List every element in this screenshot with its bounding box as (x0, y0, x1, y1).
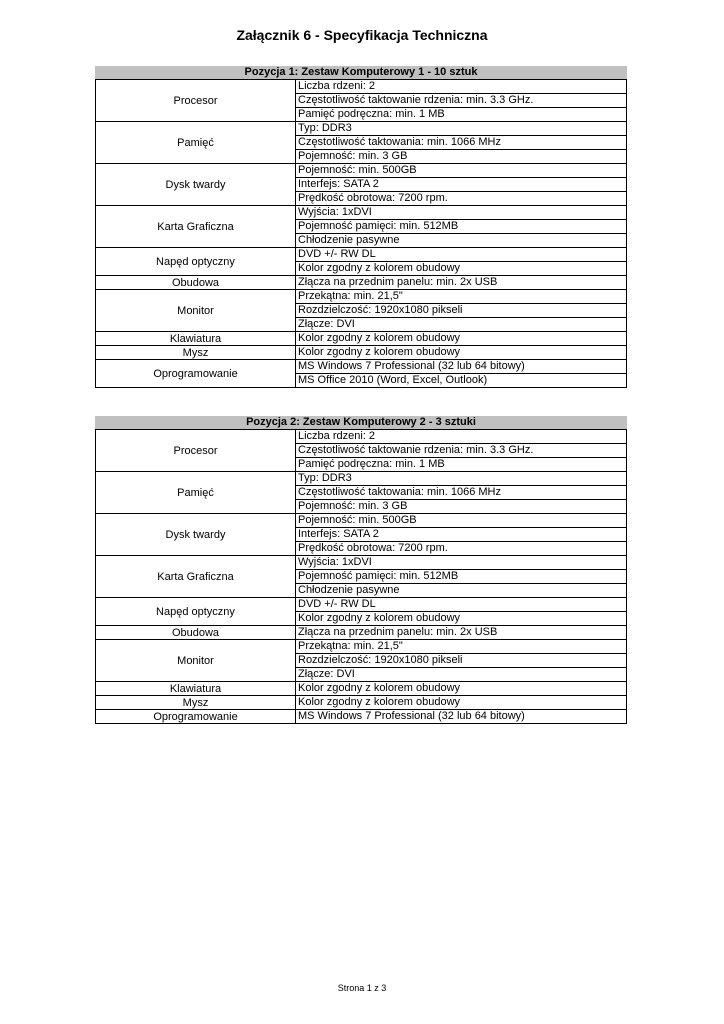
spec-value: Przekątna: min. 21,5" (296, 640, 627, 654)
spec-value: Złącza na przednim panelu: min. 2x USB (296, 276, 627, 290)
table-row (96, 626, 627, 640)
spec-value: Kolor zgodny z kolorem obudowy (296, 346, 627, 360)
table-row (96, 290, 627, 304)
table-row (96, 80, 627, 94)
spec-value: Prędkość obrotowa: 7200 rpm. (296, 192, 627, 206)
component-name: Dysk twardy (96, 514, 296, 556)
spec-value: Interfejs: SATA 2 (296, 178, 627, 192)
spec-table (95, 79, 627, 388)
spec-value: MS Windows 7 Professional (32 lub 64 bitowy) (296, 360, 627, 374)
document-title: Załącznik 6 - Specyfikacja Techniczna (236, 27, 488, 43)
component-name: Mysz (96, 346, 296, 360)
spec-value: Rozdzielczość: 1920x1080 pikseli (296, 654, 627, 668)
spec-value: Częstotliwość taktowanie rdzenia: min. 3.3 GHz. (296, 444, 627, 458)
spec-value: Złącza na przednim panelu: min. 2x USB (296, 626, 627, 640)
component-name: Pamięć (96, 122, 296, 164)
component-name: Klawiatura (96, 332, 296, 346)
spec-value: Interfejs: SATA 2 (296, 528, 627, 542)
table-row (96, 640, 627, 654)
spec-value: Kolor zgodny z kolorem obudowy (296, 682, 627, 696)
table-row (96, 598, 627, 612)
spec-table (95, 429, 627, 724)
spec-value: Pojemność pamięci: min. 512MB (296, 220, 627, 234)
component-name: Pamięć (96, 472, 296, 514)
spec-value: Liczba rdzeni: 2 (296, 80, 627, 94)
table-row (96, 206, 627, 220)
component-name: Klawiatura (96, 682, 296, 696)
spec-value: MS Office 2010 (Word, Excel, Outlook) (296, 374, 627, 388)
spec-value: Pamięć podręczna: min. 1 MB (296, 108, 627, 122)
spec-value: Złącze: DVI (296, 668, 627, 682)
spec-value: Prędkość obrotowa: 7200 rpm. (296, 542, 627, 556)
spec-value: DVD +/- RW DL (296, 598, 627, 612)
component-name: Oprogramowanie (96, 710, 296, 724)
table-row (96, 710, 627, 724)
spec-value: Kolor zgodny z kolorem obudowy (296, 612, 627, 626)
page-footer: Strona 1 z 3 (337, 983, 387, 993)
component-name: Napęd optyczny (96, 598, 296, 626)
table-row (96, 682, 627, 696)
table-row (96, 430, 627, 444)
section-header: Pozycja 2: Zestaw Komputerowy 2 - 3 sztuki (95, 416, 627, 429)
component-name: Napęd optyczny (96, 248, 296, 276)
component-name: Monitor (96, 640, 296, 682)
component-name: Procesor (96, 80, 296, 122)
spec-value: Złącze: DVI (296, 318, 627, 332)
spec-value: Przekątna: min. 21,5" (296, 290, 627, 304)
spec-value: Typ: DDR3 (296, 472, 627, 486)
table-row (96, 248, 627, 262)
spec-value: Kolor zgodny z kolorem obudowy (296, 332, 627, 346)
component-name: Obudowa (96, 276, 296, 290)
spec-value: Wyjścia: 1xDVI (296, 206, 627, 220)
component-name: Karta Graficzna (96, 556, 296, 598)
table-row (96, 276, 627, 290)
component-name: Obudowa (96, 626, 296, 640)
table-row (96, 556, 627, 570)
spec-value: Pojemność: min. 3 GB (296, 150, 627, 164)
spec-value: Kolor zgodny z kolorem obudowy (296, 696, 627, 710)
spec-value: Liczba rdzeni: 2 (296, 430, 627, 444)
component-name: Oprogramowanie (96, 360, 296, 388)
section-header: Pozycja 1: Zestaw Komputerowy 1 - 10 sztuk (95, 66, 627, 79)
spec-value: Rozdzielczość: 1920x1080 pikseli (296, 304, 627, 318)
table-row (96, 360, 627, 374)
table-row (96, 164, 627, 178)
table-row (96, 696, 627, 710)
component-name: Karta Graficzna (96, 206, 296, 248)
spec-value: Pojemność: min. 500GB (296, 514, 627, 528)
spec-value: Częstotliwość taktowania: min. 1066 MHz (296, 136, 627, 150)
spec-value: MS Windows 7 Professional (32 lub 64 bitowy) (296, 710, 627, 724)
component-name: Dysk twardy (96, 164, 296, 206)
spec-value: Chłodzenie pasywne (296, 234, 627, 248)
spec-value: Częstotliwość taktowania: min. 1066 MHz (296, 486, 627, 500)
table-row (96, 122, 627, 136)
spec-value: Pojemność: min. 3 GB (296, 500, 627, 514)
table-row (96, 346, 627, 360)
spec-value: Pojemność pamięci: min. 512MB (296, 570, 627, 584)
component-name: Mysz (96, 696, 296, 710)
table-row (96, 514, 627, 528)
spec-value: Pojemność: min. 500GB (296, 164, 627, 178)
spec-section-2 (95, 416, 627, 724)
spec-value: Typ: DDR3 (296, 122, 627, 136)
component-name: Procesor (96, 430, 296, 472)
component-name: Monitor (96, 290, 296, 332)
spec-value: Wyjścia: 1xDVI (296, 556, 627, 570)
table-row (96, 472, 627, 486)
spec-value: Pamięć podręczna: min. 1 MB (296, 458, 627, 472)
spec-value: Kolor zgodny z kolorem obudowy (296, 262, 627, 276)
spec-value: Częstotliwość taktowanie rdzenia: min. 3.3 GHz. (296, 94, 627, 108)
spec-value: DVD +/- RW DL (296, 248, 627, 262)
spec-value: Chłodzenie pasywne (296, 584, 627, 598)
table-row (96, 332, 627, 346)
spec-section-1 (95, 66, 627, 388)
